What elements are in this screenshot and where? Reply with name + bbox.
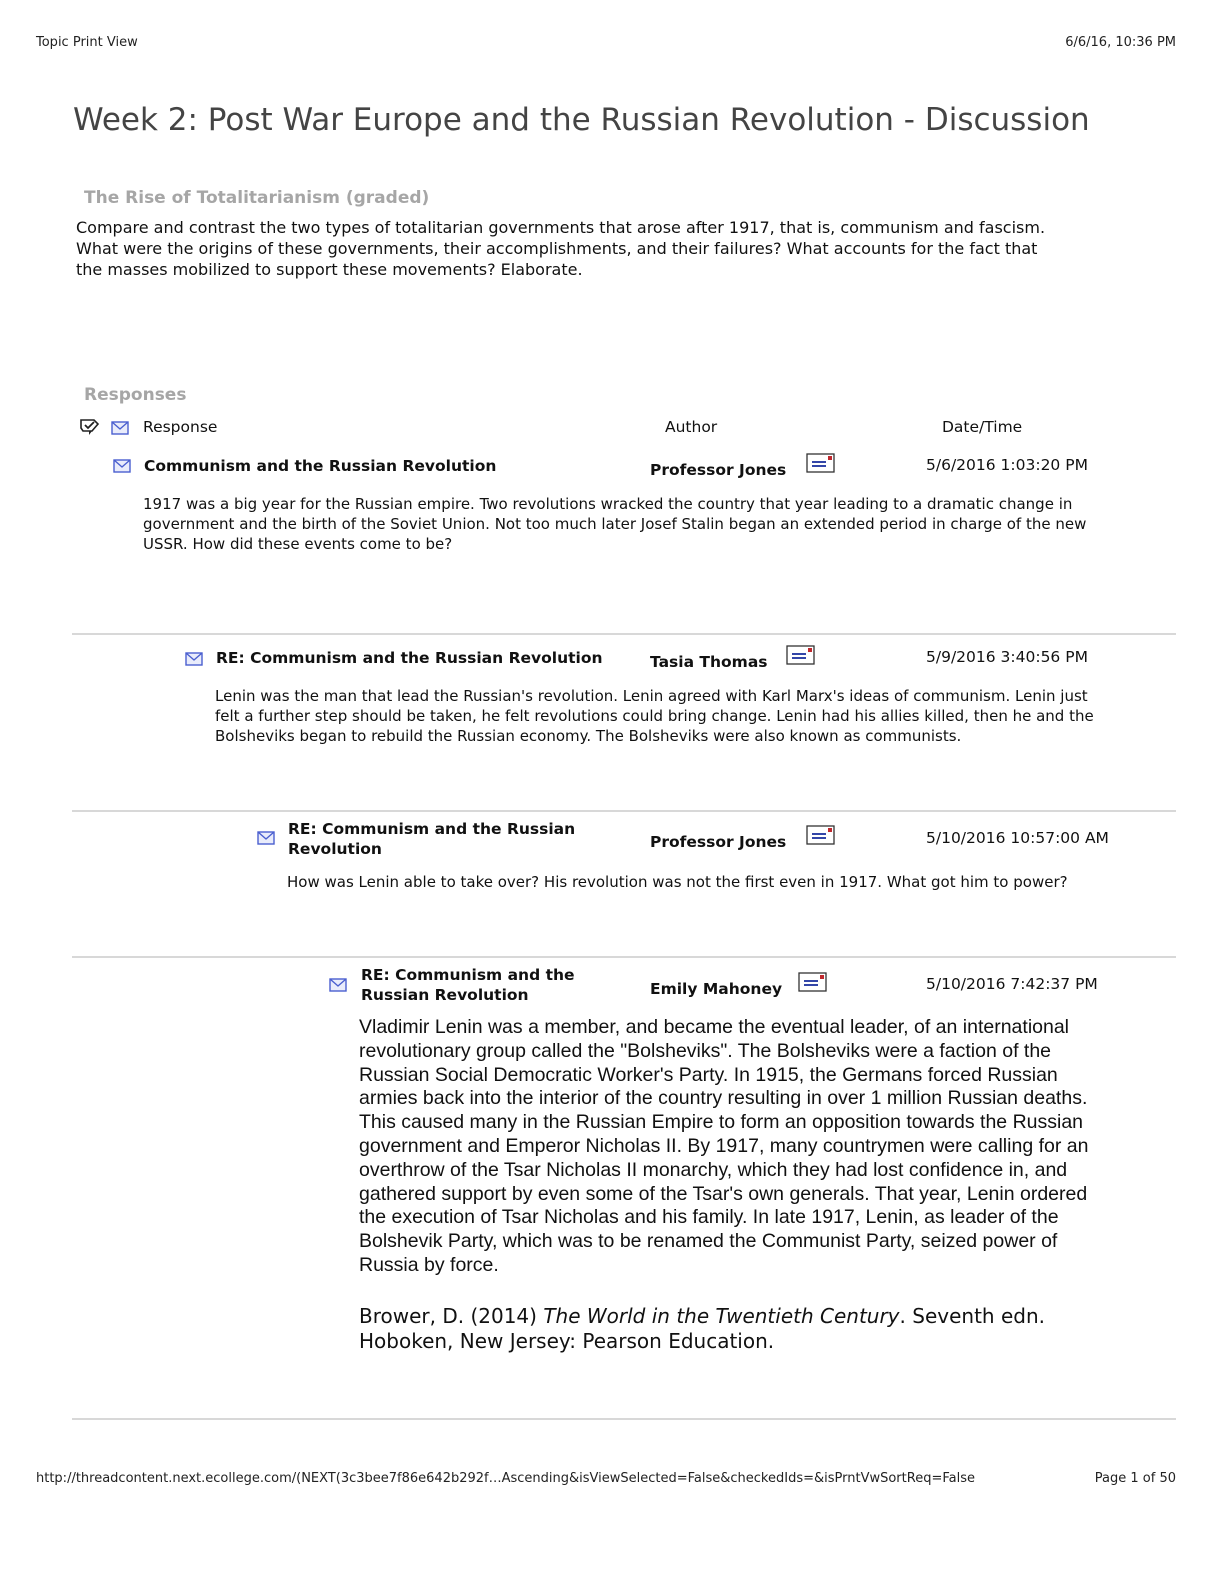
- post-body-line: overthrow of the Tsar Nicholas II monarchy, which they had lost confidence in, and: [359, 1158, 1068, 1181]
- post-body: [287, 872, 1167, 892]
- post-body-line: the execution of Tsar Nicholas and his family. In late 1917, Lenin, as leader of the: [359, 1206, 1059, 1229]
- post-body-line: Russian Social Democratic Worker's Party. In 1915, the Germans forced Russian: [359, 1063, 1058, 1086]
- citation-line: Hoboken, New Jersey: Pearson Education.: [359, 1329, 775, 1353]
- post-divider: [72, 956, 1176, 958]
- post-title-line[interactable]: RE: Communism and the Russian Revolution: [216, 649, 603, 667]
- prompt-line: Compare and contrast the two types of totalitarian governments that arose after 1917, that is, communism and fascism.: [76, 218, 1046, 237]
- post-body-line: Lenin was the man that lead the Russian's revolution. Lenin agreed with Karl Marx's ideas of communism. Lenin just: [215, 687, 1088, 705]
- post-body-line: Bolshevik Party, which was to be renamed the Communist Party, seized power of: [359, 1230, 1058, 1253]
- post-title[interactable]: [288, 819, 575, 859]
- mark-read-icon[interactable]: [80, 418, 100, 440]
- post-datetime: 5/9/2016 3:40:56 PM: [926, 648, 1088, 666]
- post-divider: [72, 633, 1176, 635]
- post-divider: [72, 810, 1176, 812]
- post-title-line[interactable]: RE: Communism and the Russian: [288, 820, 576, 838]
- post-author[interactable]: Professor Jones: [650, 461, 787, 479]
- post-body: [359, 1016, 1169, 1278]
- mail-icon[interactable]: [185, 651, 203, 670]
- citation: [359, 1304, 1169, 1354]
- post-body-line: gathered support by even some of the Tsar's own generals. That year, Lenin ordered: [359, 1182, 1088, 1205]
- column-header-datetime[interactable]: Date/Time: [942, 418, 1023, 436]
- post-author[interactable]: Emily Mahoney: [650, 980, 783, 998]
- post-body: [215, 686, 1175, 746]
- post-body-line: Vladimir Lenin was a member, and became the eventual leader, of an international: [359, 1016, 1070, 1038]
- print-header-title: Topic Print View: [36, 35, 138, 50]
- post-body-line: government and the birth of the Soviet Union. Not too much later Josef Stalin began an extended period in charge of the new: [143, 515, 1087, 533]
- post-title-line[interactable]: RE: Communism and the: [361, 966, 575, 984]
- post-body-line: government and Emperor Nicholas II. By 1917, many countrymen were calling for an: [359, 1134, 1089, 1157]
- citation-line: [359, 1304, 1169, 1329]
- post-title-line[interactable]: Revolution: [288, 840, 382, 858]
- mail-icon[interactable]: [257, 830, 275, 849]
- post-body-line: USSR. How did these events come to be?: [143, 535, 453, 553]
- post-body-line: How was Lenin able to take over? His revolution was not the first even in 1917. What got him to power?: [287, 873, 1068, 891]
- contact-card-icon[interactable]: [806, 824, 836, 850]
- contact-card-icon[interactable]: [806, 452, 836, 478]
- post-body-line: 1917 was a big year for the Russian empire. Two revolutions wracked the country that year leading to a dramatic change in: [143, 495, 1073, 513]
- post-title[interactable]: [144, 456, 496, 476]
- post-body-line: armies back into the interior of the country resulting in over 1 million Russian deaths.: [359, 1087, 1088, 1110]
- post-title[interactable]: [216, 648, 603, 668]
- citation-suffix: . Seventh edn.: [899, 1304, 1045, 1328]
- prompt-line: What were the origins of these governments, their accomplishments, and their failures? What accounts for the fact that: [76, 239, 1038, 258]
- citation-prefix: Brower, D. (2014): [359, 1304, 544, 1328]
- post-body-line: felt a further step should be taken, he felt revolutions could bring change. Lenin had his allies killed, then he and the: [215, 707, 1094, 725]
- contact-card-icon[interactable]: [786, 644, 816, 670]
- post-body: [143, 494, 1173, 554]
- post-title[interactable]: [361, 965, 575, 1005]
- post-author[interactable]: Tasia Thomas: [650, 653, 768, 671]
- prompt-line: the masses mobilized to support these movements? Elaborate.: [76, 260, 583, 279]
- post-datetime: 5/6/2016 1:03:20 PM: [926, 456, 1088, 474]
- post-body-line: Russia by force.: [359, 1253, 499, 1276]
- post-body-line: This caused many in the Russian Empire to form an opposition towards the Russian: [359, 1111, 1084, 1134]
- post-body-line: Bolsheviks began to rebuild the Russian economy. The Bolsheviks were also known as communists.: [215, 727, 962, 745]
- post-body-line: revolutionary group called the "Bolsheviks". The Bolsheviks were a faction of the: [359, 1039, 1052, 1062]
- mail-icon[interactable]: [113, 458, 131, 477]
- post-author[interactable]: Professor Jones: [650, 833, 787, 851]
- topic-heading: The Rise of Totalitarianism (graded): [84, 188, 430, 208]
- post-datetime: 5/10/2016 7:42:37 PM: [926, 975, 1098, 993]
- column-header-author[interactable]: Author: [665, 418, 718, 436]
- print-footer-url: http://threadcontent.next.ecollege.com/(NEXT(3c3bee7f86e642b292f…Ascending&isViewSelected=False&checkedIds=&isPrntVwSortReq=False: [36, 1471, 975, 1486]
- post-divider: [72, 1418, 1176, 1420]
- citation-book-title: The World in the Twentieth Century: [543, 1304, 900, 1328]
- mail-icon[interactable]: [111, 420, 129, 439]
- post-datetime: 5/10/2016 10:57:00 AM: [926, 829, 1109, 847]
- mail-icon[interactable]: [329, 977, 347, 996]
- print-header-datetime: 6/6/16, 10:36 PM: [1065, 35, 1176, 50]
- post-title-line[interactable]: Russian Revolution: [361, 986, 529, 1004]
- responses-heading: Responses: [84, 385, 187, 405]
- page-title: Week 2: Post War Europe and the Russian Revolution - Discussion: [73, 102, 1090, 138]
- page-indicator: Page 1 of 50: [1094, 1471, 1176, 1486]
- contact-card-icon[interactable]: [798, 971, 828, 997]
- discussion-prompt: [76, 217, 1156, 280]
- post-title-line[interactable]: Communism and the Russian Revolution: [144, 457, 497, 475]
- column-header-response[interactable]: Response: [143, 418, 218, 436]
